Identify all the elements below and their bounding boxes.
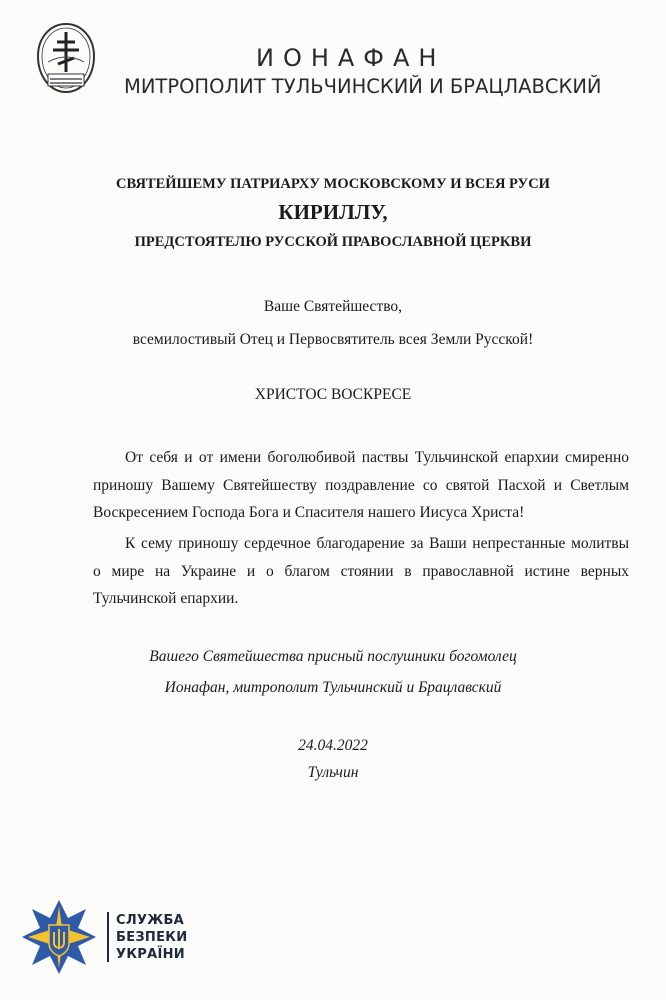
body-line: Воскресением Господа Бога и Спасителя нашего Иисуса Христа! (93, 504, 525, 521)
letterhead-name: ИОНАФАН (256, 44, 446, 72)
salutation-line-2: всемилостивый Отец и Первосвятитель всея Земли Русской! (132, 331, 534, 348)
sbu-divider (107, 912, 109, 962)
addressee-name: КИРИЛЛУ, (278, 200, 388, 224)
sbu-logo (20, 898, 220, 978)
letter-place: Тульчин (307, 764, 359, 781)
signature-line-1: Вашего Святейшества присный послушники богомолец (149, 648, 517, 665)
letterhead (28, 22, 638, 112)
sbu-shield-icon (20, 898, 98, 976)
letterhead-title: МИТРОПОЛИТ ТУЛЬЧИНСКИЙ И БРАЦЛАВСКИЙ (124, 75, 602, 98)
sbu-text-line: БЕЗПЕКИ (116, 930, 188, 945)
body-paragraph-1 (93, 444, 629, 527)
easter-greeting: ХРИСТОС ВОСКРЕСЕ (254, 386, 412, 403)
letter-date: 24.04.2022 (298, 737, 368, 754)
sbu-wordmark (116, 912, 187, 963)
body-line: приношу Вашему Святейшеству поздравление со святой Пасхой и Светлым (93, 476, 629, 494)
body-line: К сему приношу сердечное благодарение за Ваши непрестанные молитвы (125, 535, 629, 552)
signature-line-2: Ионафан, митрополит Тульчинский и Брацлавский (164, 679, 502, 696)
body-paragraph-2 (93, 530, 629, 613)
addressee-line-3: ПРЕДСТОЯТЕЛЮ РУССКОЙ ПРАВОСЛАВНОЙ ЦЕРКВИ (134, 234, 532, 250)
body-line: Тульчинской епархии. (93, 590, 239, 607)
salutation-line-1: Ваше Святейшество, (263, 298, 403, 315)
sbu-text-line: УКРАЇНИ (116, 947, 185, 962)
body-line: От себя и от имени боголюбивой паствы Тульчинской епархии смиренно (125, 449, 629, 466)
sbu-text-line: СЛУЖБА (116, 913, 185, 928)
addressee-line-1: СВЯТЕЙШЕМУ ПАТРИАРХУ МОСКОВСКОМУ И ВСЕЯ РУСИ (116, 176, 550, 192)
body-line: о мире на Украине и о благом стоянии в православной истине верных (93, 562, 629, 580)
cross-emblem-icon (34, 22, 98, 94)
